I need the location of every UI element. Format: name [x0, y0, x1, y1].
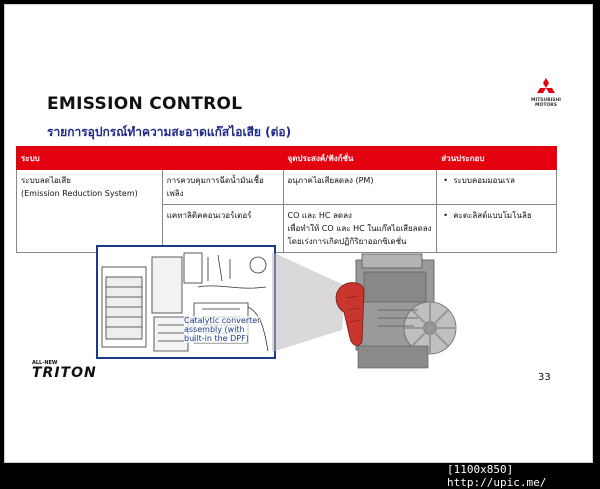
- page-number: 33: [538, 372, 551, 383]
- slide-title: EMISSION CONTROL: [47, 94, 243, 114]
- mitsubishi-logo: [526, 78, 566, 120]
- system-cell: [17, 170, 163, 253]
- triton-logo: [32, 360, 97, 380]
- label-line: assembly (with: [184, 325, 245, 334]
- purpose-cell: [283, 205, 437, 253]
- purpose-cell: [283, 170, 437, 205]
- header-component: ส่วนประกอบ: [437, 147, 557, 170]
- table-row: [17, 170, 557, 205]
- header-purpose: จุดประสงค์/ฟังก์ชั่น: [283, 147, 437, 170]
- catalytic-converter-label: [184, 316, 260, 343]
- purpose-text: CO และ HC ลดลง: [287, 211, 352, 220]
- bullet-icon: •: [443, 211, 448, 220]
- brand-tagline: ALL-NEW: [32, 360, 58, 366]
- engine-icon: [318, 250, 462, 375]
- engine-illustration: [318, 250, 462, 375]
- component-text: คะตะลิสต์แบบโมโนลิธ: [453, 211, 532, 220]
- component-text: ระบบคอมมอนเรล: [453, 176, 515, 185]
- slide-subtitle: รายการอุปกรณ์ทำความสะอาดแก๊สไอเสีย (ต่อ): [47, 125, 292, 139]
- logo-text: MITSUBISHI MOTORS: [531, 98, 561, 108]
- label-line: Catalytic converter: [184, 316, 261, 325]
- header-system: ระบบ: [17, 147, 284, 170]
- emission-table: [16, 146, 557, 253]
- table-header-row: [17, 147, 557, 170]
- subsystem-cell: แคทาลิติคคอนเวอร์เตอร์: [162, 205, 283, 253]
- label-line: built-in the DPF): [184, 334, 249, 343]
- purpose-text: อนุภาคไอเสียลดลง (PM): [287, 176, 374, 185]
- bullet-icon: •: [443, 176, 448, 185]
- three-diamonds-icon: [535, 78, 557, 98]
- component-cell: [437, 205, 557, 253]
- system-name-en: (Emission Reduction System): [21, 189, 138, 198]
- purpose-text: โดยเร่งการเกิดปฏิกิริยาออกซิเดชั่น: [287, 237, 407, 246]
- component-cell: [437, 170, 557, 205]
- watermark: [1100x850] http://upic.me/: [447, 463, 547, 489]
- brand-model: TRITON: [32, 365, 97, 381]
- subsystem-cell: การควบคุมการฉีดน้ำมันเชื้อเพลิง: [162, 170, 283, 205]
- purpose-text: เพื่อทำให้ CO และ HC ในแก๊สไอเสียลดลง: [287, 224, 432, 233]
- system-name: ระบบลดไอเสีย: [21, 176, 71, 185]
